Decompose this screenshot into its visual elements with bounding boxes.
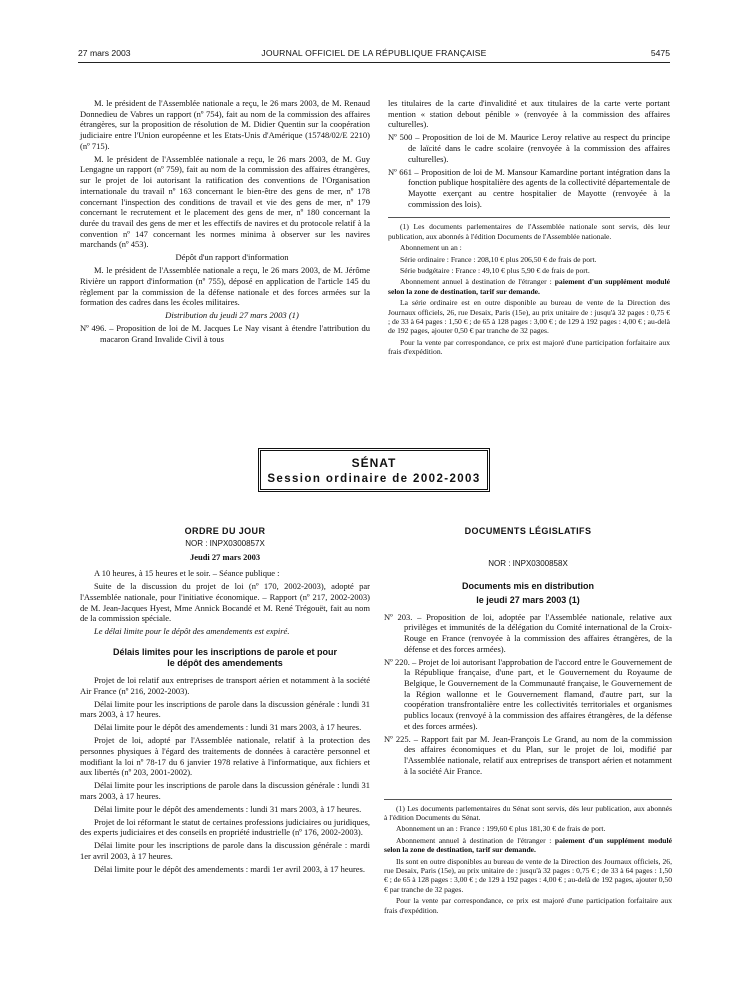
heading-depot-rapport-information: Dépôt d'un rapport d'information bbox=[175, 252, 289, 263]
footnote-line: Abonnement un an : France : 199,60 € plus 181,30 € de frais de port. bbox=[396, 824, 606, 834]
heading-distribution: Distribution du jeudi 27 mars 2003 (1) bbox=[165, 310, 299, 321]
nor-reference: NOR : INPX0300858X bbox=[488, 558, 568, 568]
column-assemblee-right bbox=[388, 98, 670, 359]
footnote-line: Abonnement un an : bbox=[400, 243, 462, 253]
paragraph-rapport-755: M. le président de l'Assemblée nationale a reçu, le 26 mars 2003, de M. Jérôme Rivière un rapport d'information (nº 755), déposé en application de l'article 145 du règlement par la commission de la défense nationale et des forces armées sur la formation des cadres dans les écoles militaires. bbox=[80, 265, 370, 308]
heading-documents-distribution: Documents mis en distribution bbox=[461, 581, 594, 592]
header-date: 27 mars 2003 bbox=[78, 48, 131, 58]
paragraph-discussion: Suite de la discussion du projet de loi (nº 170, 2002-2003), adopté par l'Assemblée nationale, pour l'initiative économique. – Rapport (nº 217, 2002-2003) de M. Jean-Jacques Hyest, Mme Annick Bocandé et M. René Trégouët, fait au nom de la commission spéciale. bbox=[80, 581, 370, 624]
senat-session: Session ordinaire de 2002-2003 bbox=[267, 473, 481, 485]
header-journal-title: JOURNAL OFFICIEL DE LA RÉPUBLIQUE FRANÇAISE bbox=[261, 48, 487, 58]
paragraph-delai: Délai limite pour les inscriptions de parole dans la discussion générale : lundi 31 mars 2003, à 17 heures. bbox=[80, 698, 370, 720]
footnote-line bbox=[388, 277, 670, 296]
column-assemblee-left bbox=[80, 98, 370, 347]
footnote-line: La série ordinaire est en outre disponible au bureau de vente de la Direction des Journaux officiels, 26, rue Desaix, Paris (15e), au prix unitaire de : jusqu'à 32 pages : 0,75 € ; de 33 à 64 pages : 1,50 € ; de 65 à 128 pages : 3,00 € ; de 129 à 192 pages : 4,00 € ; au-delà de 192 pages, ajouter 0,50 € par tranche de 32 pages. bbox=[388, 298, 670, 336]
paragraph-rapport-759: M. le président de l'Assemblée nationale a reçu, le 26 mars 2003, de M. Guy Lengagne un rapport (nº 759), fait au nom de la commission des affaires étrangères, sur le projet de loi autorisant la ratification des conventions de l'Organisation internationale du travail nº 163 concernant le bien-être des gens de mer, nº 178 concernant l'inspection des conditions de travail et vie des gens de mer, nº 179 concernant le recrutement et le placement des gens de mer, nº 180 concernant la durée du travail des gens de mer et les effectifs de navires et du protocole relatif à la convention nº 147 concernant les normes minima à observer sur les navires marchands (nº 453). bbox=[80, 153, 370, 250]
footnote-bold-text: paiement d'un supplément modulé selon la zone de destination, tarif sur demande. bbox=[384, 835, 672, 855]
paragraph-delai: Délai limite pour les inscriptions de parole dans la discussion générale : mardi 1er avril 2003, à 17 heures. bbox=[80, 840, 370, 861]
footnote-line: Pour la vente par correspondance, ce prix est majoré d'une participation forfaitaire aux frais d'expédition. bbox=[384, 896, 672, 915]
footnote-senat bbox=[384, 804, 672, 915]
footnote-text: Abonnement annuel à destination de l'étranger : bbox=[400, 277, 555, 287]
nor-reference: NOR : INPX0300857X bbox=[185, 538, 265, 548]
heading-documents-date: le jeudi 27 mars 2003 (1) bbox=[476, 594, 580, 605]
footnote-text: Abonnement annuel à destination de l'étranger : bbox=[396, 835, 555, 845]
heading-delais-limites: Délais limites pour les inscriptions de parole et pour le dépôt des amendements bbox=[112, 647, 338, 669]
paragraph-seance: A 10 heures, à 15 heures et le soir. – Séance publique : bbox=[94, 568, 280, 579]
paragraph-rapport-754: M. le président de l'Assemblée nationale a reçu, le 26 mars 2003, de M. Renaud Donnedieu de Vabres un rapport (nº 754), fait au nom de la commission des affaires étrangères, sur la proposition de résolution de M. Didier Quentin sur la coopération judiciaire entre l'Union européenne et les Etats-Unis d'Amérique (15748/02/E 2210) (nº 715). bbox=[80, 98, 370, 151]
paragraph-projet-professions: Projet de loi réformant le statut de certaines professions judiciaires ou juridiques, des experts judiciaires et des conseils en propriété industrielle (nº 176, 2002-2003). bbox=[80, 816, 370, 838]
paragraph-delai-expire: Le délai limite pour le dépôt des amendements est expiré. bbox=[94, 626, 290, 637]
footnote-line: Série ordinaire : France : 208,10 € plus 206,50 € de frais de port. bbox=[400, 254, 597, 264]
item-496: Nº 496. – Proposition de loi de M. Jacques Le Nay visant à étendre l'attribution du macaron Grand Invalide Civil à tous bbox=[80, 323, 370, 344]
footnote-bold-text: paiement d'un supplément modulé selon la zone de destination, tarif sur demande. bbox=[388, 277, 670, 296]
item-496-continued: les titulaires de la carte d'invalidité et aux titulaires de la carte verte portant mention « station debout pénible » (renvoyée à la commission des affaires culturelles). bbox=[388, 98, 670, 130]
item-500: Nº 500 – Proposition de loi de M. Maurice Leroy relative au respect du principe de laïcité dans le cadre scolaire (renvoyée à la commission des affaires culturelles). bbox=[388, 132, 670, 164]
footnote-rule bbox=[388, 217, 670, 218]
header-rule bbox=[78, 62, 670, 63]
paragraph-delai: Délai limite pour le dépôt des amendements : mardi 1er avril 2003, à 17 heures. bbox=[94, 863, 365, 874]
paragraph-delai: Délai limite pour les inscriptions de parole dans la discussion générale : lundi 31 mars 2003, à 17 heures. bbox=[80, 780, 370, 801]
footnote-line: Pour la vente par correspondance, ce prix est majoré d'une participation forfaitaire aux frais d'expédition. bbox=[388, 337, 670, 357]
paragraph-delai: Délai limite pour le dépôt des amendements : lundi 31 mars 2003, à 17 heures. bbox=[94, 722, 362, 733]
column-ordre-du-jour bbox=[80, 520, 370, 877]
senat-title: SÉNAT bbox=[351, 456, 397, 470]
item-661: Nº 661 – Proposition de loi de M. Mansour Kamardine portant intégration dans la fonction publique hospitalière des agents de la collectivité départementale de Mayotte exerçant au centre hospitalier de Mayotte (renvoyée à la commission des lois). bbox=[388, 166, 670, 209]
session-date: Jeudi 27 mars 2003 bbox=[189, 551, 261, 562]
paragraph-projet-donnees: Projet de loi, adopté par l'Assemblée nationale, relatif à la protection des personnes physiques à l'égard des traitements de données à caractère personnel et modifiant la loi nº 78-17 du 6 janvier 1978 relative à l'informatique, aux fichiers et aux libertés (nº 203, 2001-2002). bbox=[80, 735, 370, 778]
item-203: Nº 203. – Proposition de loi, adoptée par l'Assemblée nationale, relative aux privilèges et immunités de la délégation du Comité international de la Croix-Rouge en France (renvoyée à la commission des affaires étrangères, de la défense et des forces armées). bbox=[384, 611, 672, 654]
footnote-assemblee bbox=[388, 222, 670, 356]
paragraph-projet-air-france: Projet de loi relatif aux entreprises de transport aérien et notamment à la société Air France (nº 216, 2002-2003). bbox=[80, 675, 370, 696]
column-documents-legislatifs bbox=[384, 520, 672, 917]
item-225: Nº 225. – Rapport fait par M. Jean-François Le Grand, au nom de la commission des affaires économiques et du Plan, sur le projet de loi, modifié par l'Assemblée nationale, relatif aux entreprises de transport aérien et notamment à la société Air France. bbox=[384, 733, 672, 776]
footnote-rule bbox=[384, 799, 672, 800]
footnote-line: Ils sont en outre disponibles au bureau de vente de la Direction des Journaux officiels, 26, rue Desaix, Paris (15e), au prix unitaire de : jusqu'à 32 pages : 0,75 € ; de 33 à 64 pages : 1,50 € ; de 65 à 128 pages : 3,00 € ; de 129 à 192 pages : 4,00 € ; au-delà de 192 pages, ajouter 0,50 € par tranche de 32 pages. bbox=[384, 856, 672, 894]
senat-banner bbox=[258, 448, 490, 492]
footnote-line: (1) Les documents parlementaires du Sénat sont servis, dès leur publication, aux abonnés à l'édition Documents du Sénat. bbox=[384, 803, 672, 822]
paragraph-delai: Délai limite pour le dépôt des amendements : lundi 31 mars 2003, à 17 heures. bbox=[94, 803, 362, 814]
item-220: Nº 220. – Projet de loi autorisant l'approbation de l'accord entre le Gouvernement de la République française, d'une part, et le Gouvernement du Royaume de Belgique, le Gouvernement de la Communauté française, le Gouvernement de la Région wallonne et le Gouvernement flamand, d'autre part, sur la coopération transfrontalière entre les collectivités territoriales et organismes publics locaux (renvoyé à la commission des affaires étrangères, de la défense et des forces armées). bbox=[384, 656, 672, 731]
footnote-line bbox=[384, 836, 672, 855]
header-page-number: 5475 bbox=[650, 48, 670, 58]
footnote-line: (1) Les documents parlementaires de l'Assemblée nationale sont servis, dès leur publication, aux abonnés à l'édition Documents de l'Assemblée nationale. bbox=[388, 222, 670, 241]
footnote-line: Série budgétaire : France : 49,10 € plus 5,90 € de frais de port. bbox=[400, 266, 590, 276]
section-title-ordre-du-jour: ORDRE DU JOUR bbox=[184, 526, 266, 536]
section-title-documents-legislatifs: DOCUMENTS LÉGISLATIFS bbox=[464, 526, 592, 536]
